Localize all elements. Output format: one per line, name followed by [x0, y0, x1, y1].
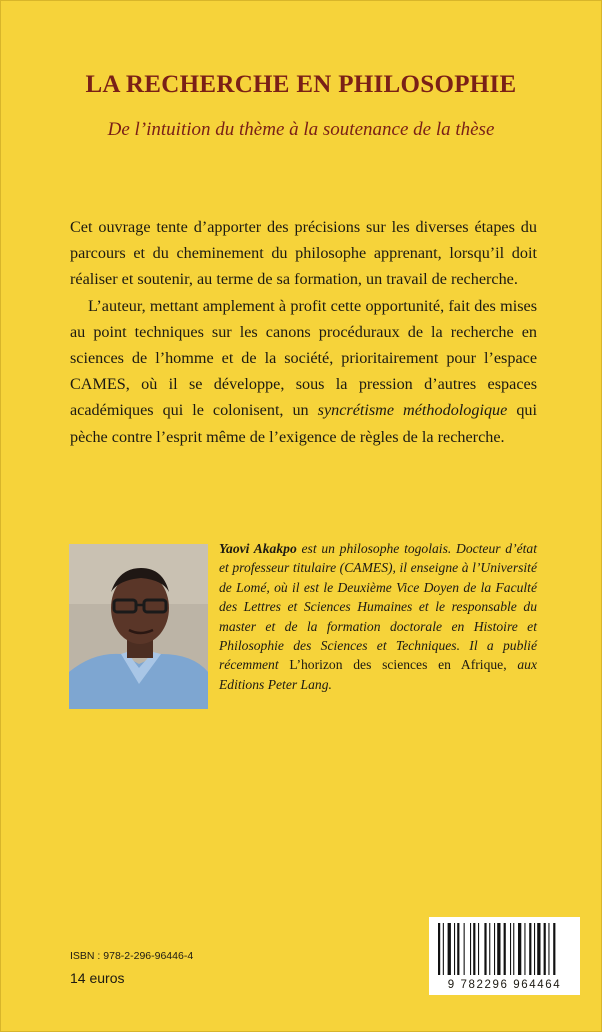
barcode-bar: [534, 923, 535, 975]
author-book-title: L’horizon des sciences en Afrique,: [289, 657, 507, 673]
summary-paragraph-2-end: qui pèche contre l’esprit même de l’exigence de règles de la recherche.: [70, 401, 538, 446]
summary-paragraph-1: Cet ouvrage tente d’apporter des précisions sur les diverses étapes du parcours et du cheminement du philosophe apprenant, lorsqu’il doit réaliser et soutenir, au terme de sa formation, un travail de recherche.: [70, 218, 537, 289]
barcode-bar: [489, 923, 490, 975]
book-subtitle: De l’intuition du thème à la soutenance de la thèse: [107, 119, 495, 140]
barcode-bar: [553, 923, 555, 975]
barcode-bar: [464, 923, 465, 975]
barcode-bar: [457, 923, 459, 975]
barcode-bar: [544, 923, 546, 975]
book-title: LA RECHERCHE EN PHILOSOPHIE: [85, 71, 517, 98]
barcode-number: 9 782296 964464: [447, 979, 562, 991]
barcode: [429, 917, 580, 995]
author-photo: [69, 544, 208, 709]
barcode-bar: [518, 923, 521, 975]
summary-text: [70, 214, 537, 450]
author-bio-part-1: est un philosophe togolais. Docteur d’état et professeur titulaire (CAMES), il enseigne à l’Université de Lomé, où il est le Deuxième Vice Doyen de la Faculté des Lettres et Sciences Humaines et le responsable du master et de la formation doctorale en Histoire et Philosophie des Sciences et Techniques. Il a publié récemment: [219, 541, 538, 673]
barcode-bar: [513, 923, 514, 975]
author-name: Yaovi Akakpo: [219, 541, 297, 556]
barcode-bar: [478, 923, 479, 975]
barcode-bar: [454, 923, 455, 975]
barcode-bar: [524, 923, 525, 975]
barcode-bar: [443, 923, 444, 975]
isbn-label: ISBN : 978-2-296-96446-4: [70, 950, 194, 962]
price-label: 14 euros: [70, 970, 125, 986]
barcode-bar: [494, 923, 495, 975]
author-portrait-image: [69, 544, 208, 709]
barcode-bar: [537, 923, 540, 975]
summary-paragraph-2-start: L’auteur, mettant amplement à profit cette opportunité, fait des mises au point techniques sur les canons procéduraux de la recherche en sciences de l’homme et de la société, prioritairement pour l’espace CAMES, où il se développe, sous la pression d’autres espaces académiques qui le colonisent, un: [70, 296, 537, 420]
barcode-bars: [437, 923, 572, 975]
author-bio-part-2: aux Editions Peter Lang.: [219, 657, 537, 692]
barcode-bar: [548, 923, 549, 975]
barcode-bar: [529, 923, 531, 975]
barcode-bar: [438, 923, 440, 975]
barcode-bar: [504, 923, 506, 975]
barcode-bar: [510, 923, 511, 975]
barcode-bar: [470, 923, 471, 975]
summary-paragraph-2: [70, 293, 537, 450]
author-bio: [219, 539, 537, 694]
summary-emphasis: syncrétisme méthodologique: [317, 401, 508, 420]
barcode-bar: [484, 923, 486, 975]
barcode-bar: [448, 923, 451, 975]
barcode-bar: [497, 923, 500, 975]
barcode-bar: [473, 923, 475, 975]
